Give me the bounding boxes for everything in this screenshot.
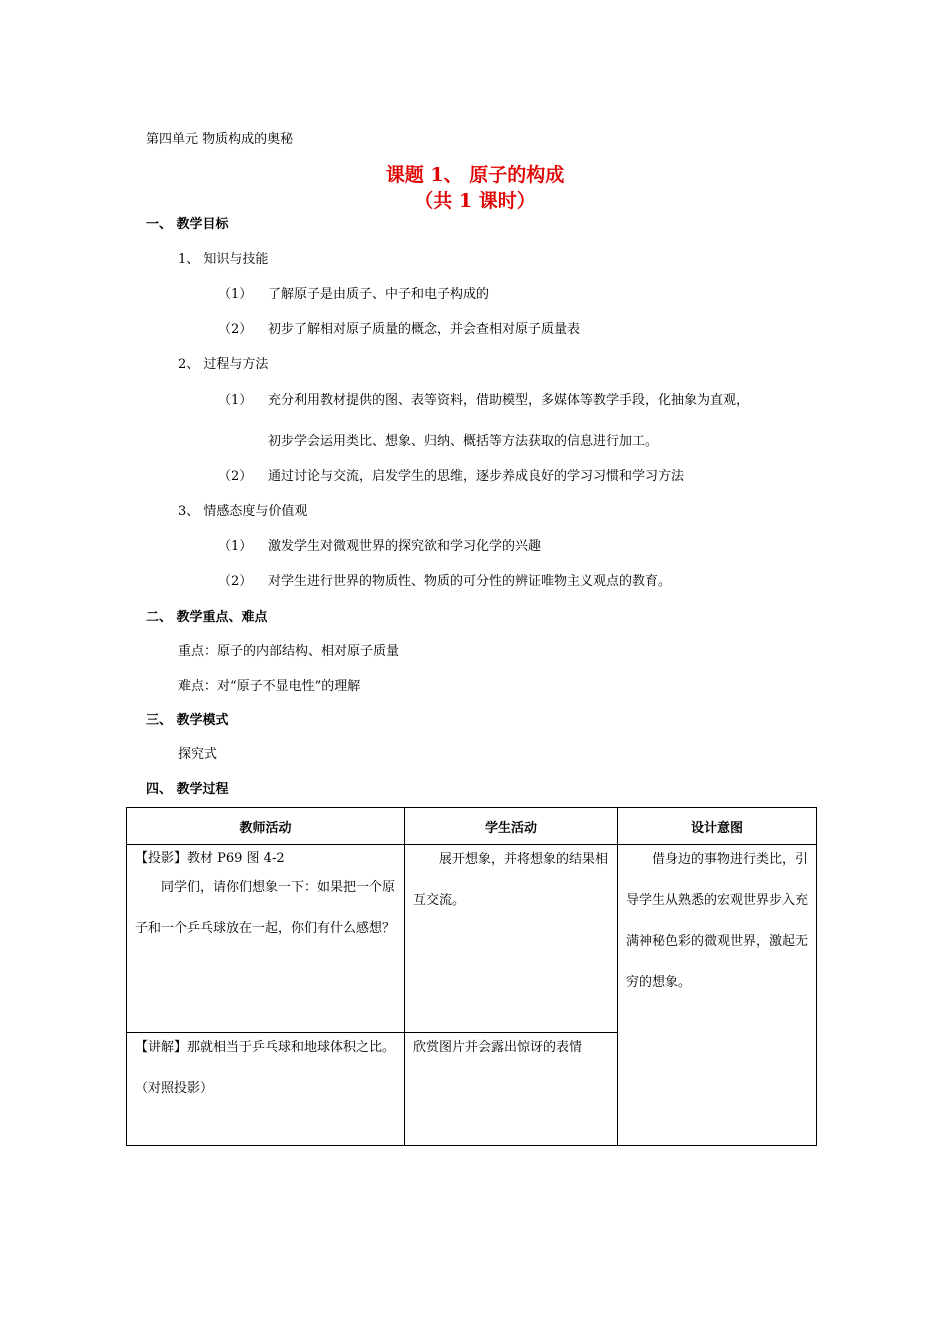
section-heading-goals: 一、 教学目标 xyxy=(146,217,229,232)
section-heading-process: 四、 教学过程 xyxy=(146,782,229,797)
process-table xyxy=(126,807,817,1146)
key-point: 重点：原子的内部结构、相对原子质量 xyxy=(178,644,400,659)
student-activity: 欣赏图片并会露出惊讶的表情 xyxy=(413,1040,583,1055)
teacher-activity: 同学们，请你们想象一下：如果把一个原子和一个乒乓球放在一起，你们有什么感想？ xyxy=(135,880,396,936)
goal-item: 充分利用教材提供的图、表等资料，借助模型，多媒体等教学手段，化抽象为直观， xyxy=(268,393,750,408)
table-cell xyxy=(405,845,618,1033)
student-activity: 展开想象，并将想象的结果相互交流。 xyxy=(413,852,609,908)
unit-label: 第四单元 物质构成的奥秘 xyxy=(146,132,294,147)
table-cell xyxy=(405,1033,618,1146)
header-student: 学生活动 xyxy=(405,808,618,845)
item-number: （2） xyxy=(218,322,253,337)
teacher-activity: 【讲解】那就相当于乒乓球和地球体积之比。（对照投影） xyxy=(135,1040,396,1096)
item-number: （1） xyxy=(218,393,253,408)
item-number: （2） xyxy=(218,469,253,484)
subheading-attitude: 3、 情感态度与价值观 xyxy=(178,504,308,519)
item-number: （1） xyxy=(218,539,253,554)
table-cell xyxy=(127,845,405,1033)
item-number: （2） xyxy=(218,574,253,589)
difficult-point: 难点：对“原子不显电性”的理解 xyxy=(178,679,361,694)
goal-item: 了解原子是由质子、中子和电子构成的 xyxy=(268,287,490,302)
goal-item: 激发学生对微观世界的探究欲和学习化学的兴趣 xyxy=(268,539,542,554)
section-heading-mode: 三、 教学模式 xyxy=(146,713,229,728)
teacher-activity: 【投影】教材 P69 图 4-2 xyxy=(135,851,285,866)
goal-item: 对学生进行世界的物质性、物质的可分性的辨证唯物主义观点的教育。 xyxy=(268,574,672,589)
table-cell xyxy=(127,1033,405,1146)
item-number: （1） xyxy=(218,287,253,302)
header-teacher: 教师活动 xyxy=(127,808,405,845)
lesson-subtitle: （共 1 课时） xyxy=(414,190,536,212)
goal-item: 初步了解相对原子质量的概念，并会查相对原子质量表 xyxy=(268,322,581,337)
header-design: 设计意图 xyxy=(618,808,817,845)
section-heading-key-points: 二、 教学重点、难点 xyxy=(146,610,268,625)
teaching-mode: 探究式 xyxy=(178,747,218,762)
goal-item-cont: 初步学会运用类比、想象、归纳、概括等方法获取的信息进行加工。 xyxy=(268,434,659,449)
subheading-knowledge: 1、 知识与技能 xyxy=(178,252,269,267)
goal-item: 通过讨论与交流，启发学生的思维，逐步养成良好的学习习惯和学习方法 xyxy=(268,469,685,484)
lesson-title: 课题 1、 原子的构成 xyxy=(385,164,565,186)
table-cell xyxy=(618,845,817,1146)
design-intent: 借身边的事物进行类比，引导学生从熟悉的宏观世界步入充满神秘色彩的微观世界，激起无穷的想象。 xyxy=(626,852,809,990)
subheading-process: 2、 过程与方法 xyxy=(178,357,269,372)
